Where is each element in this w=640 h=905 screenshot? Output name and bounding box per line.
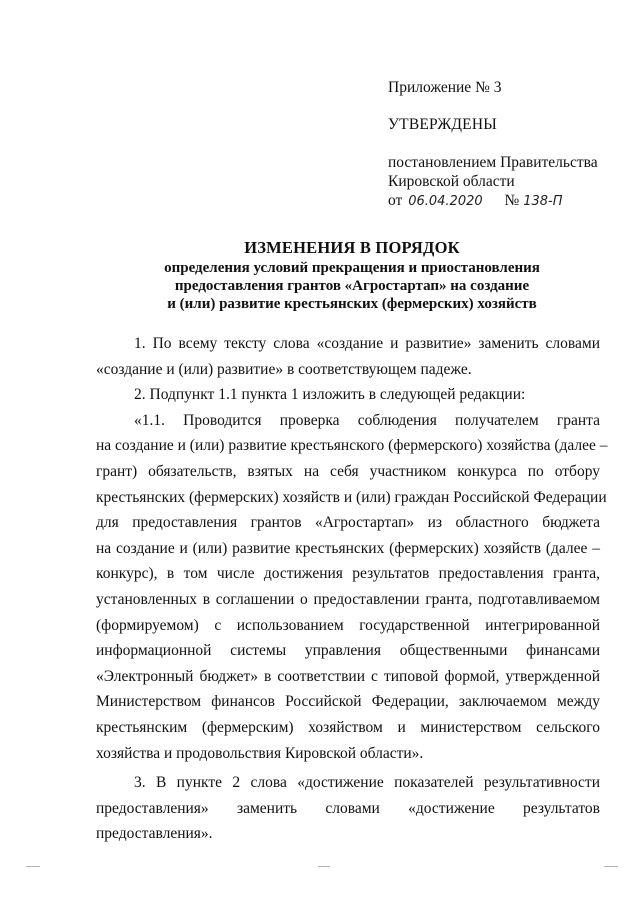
scan-mark: [318, 866, 330, 867]
number-prefix: №: [504, 192, 520, 209]
text-line: конкурс), в том числе достижения результатов предоставления гранта,: [96, 565, 600, 583]
text-line: (формируемом) с использованием государственной интегрированной: [96, 616, 600, 634]
text-line: для предоставления грантов «Агростартап» из областного бюджета: [96, 514, 600, 532]
text-line: «Электронный бюджет» в соответствии с типовой формой, утвержденной: [96, 667, 600, 685]
approved-label: УТВЕРЖДЕНЫ: [388, 116, 497, 133]
text-line: «создание и (или) развитие» в соответствующем падеже.: [96, 360, 472, 378]
date-prefix: от: [388, 192, 403, 209]
text-line: информационной системы управления общественными финансами: [96, 642, 600, 660]
paragraph-4: [96, 770, 600, 847]
handwritten-number: 138-П: [523, 194, 563, 209]
approval-block: [388, 78, 628, 211]
handwritten-date: 06.04.2020: [408, 194, 483, 209]
heading-title: ИЗМЕНЕНИЯ В ПОРЯДОК: [244, 238, 460, 257]
scan-artifacts: [0, 862, 640, 882]
text-line: 2. Подпункт 1.1 пункта 1 изложить в следующей редакции:: [134, 386, 526, 404]
text-line: Министерством финансов Российской Федерации, заключаемом между: [96, 693, 600, 711]
text-line: на создание и (или) развитие крестьянского (фермерского) хозяйства (далее –: [96, 437, 608, 455]
annex-label: Приложение № 3: [388, 79, 502, 96]
text-line: предоставления».: [96, 825, 213, 843]
heading-subtitle-3: и (или) развитие крестьянских (фермерских) хозяйств: [167, 296, 537, 312]
text-line: на создание и (или) развитие крестьянских (фермерских) хозяйств (далее –: [96, 539, 600, 557]
text-line: 1. По всему тексту слова «создание и развитие» заменить словами: [134, 335, 600, 352]
text-line: крестьянских (фермерских) хозяйств и (или) граждан Российской Федерации: [96, 488, 607, 506]
paragraph-2: [96, 382, 600, 408]
text-line: «1.1. Проводится проверка соблюдения получателем гранта: [134, 411, 600, 429]
paragraph-3: [96, 408, 608, 766]
heading-subtitle-1: определения условий прекращения и приостановления: [164, 260, 540, 276]
text-line: крестьянским (фермерским) хозяйством и министерством сельского: [96, 718, 600, 736]
scan-mark: [604, 866, 618, 867]
text-line: предоставления» заменить словами «достижение результатов: [96, 799, 600, 817]
approval-line-1: постановлением Правительства: [388, 154, 598, 171]
approval-date-line: [388, 191, 628, 211]
text-line: установленных в соглашении о предоставлении гранта, подготавливаемом: [96, 590, 600, 608]
text-line: 3. В пункте 2 слова «достижение показателей результативности: [134, 774, 600, 792]
text-line: грант) обязательств, взятых на себя участником конкурса по отбору: [96, 462, 600, 480]
document-heading: [96, 238, 608, 313]
scan-mark: [26, 866, 40, 867]
text-line: хозяйства и продовольствия Кировской области».: [96, 744, 424, 762]
heading-subtitle-2: предоставления грантов «Агростартап» на создание: [174, 278, 530, 294]
approval-line-2: Кировской области: [388, 173, 515, 190]
document-body: [96, 331, 608, 847]
paragraph-1: [96, 331, 600, 382]
